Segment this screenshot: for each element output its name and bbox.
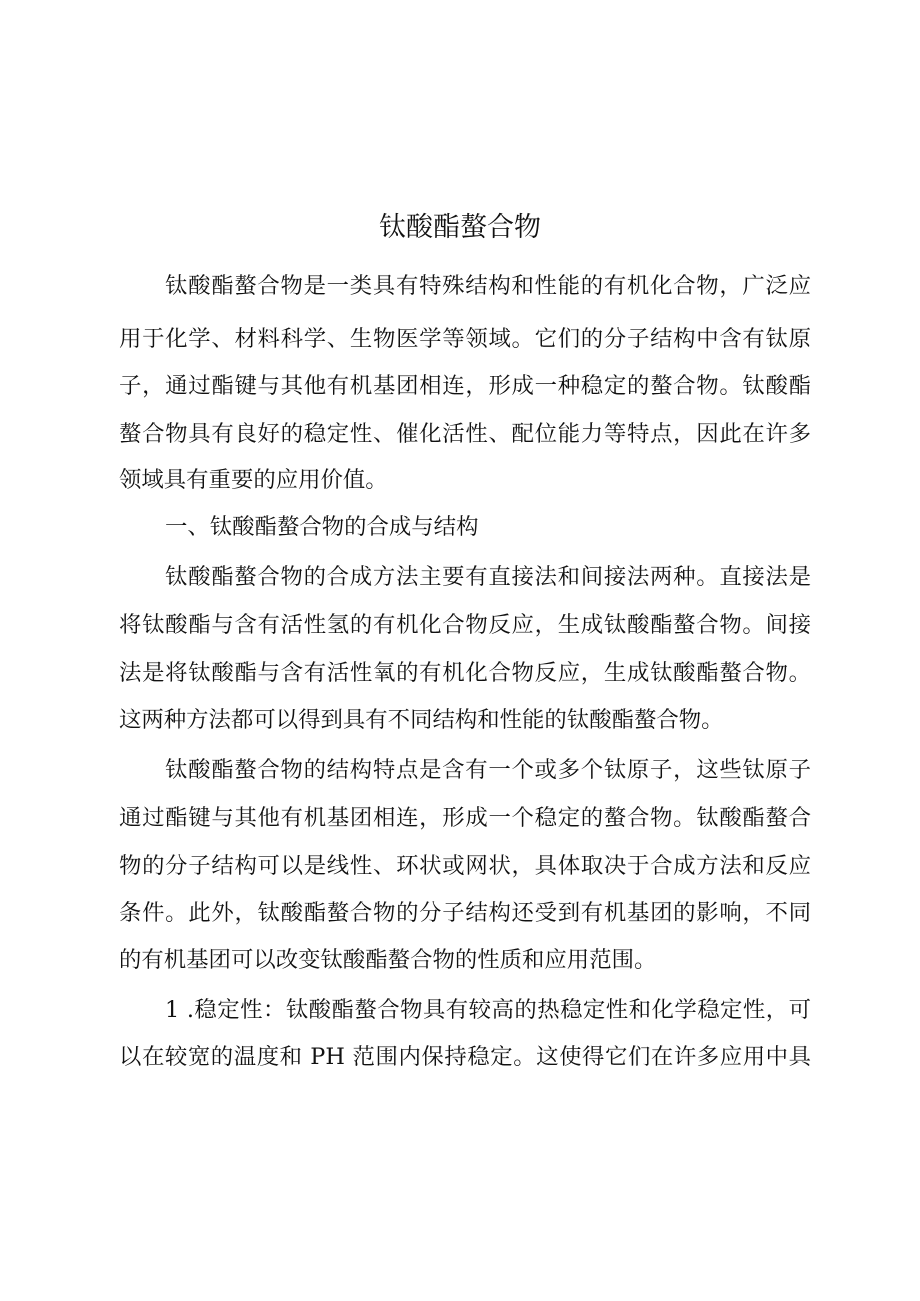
paragraph-line: 通过酯键与其他有机基团相连，形成一个稳定的螯合物。钛酸酯螯合: [119, 805, 811, 831]
paragraph-line: 用于化学、材料科学、生物医学等领域。它们的分子结构中含有钛原: [119, 326, 811, 352]
paragraph-line: 1 .稳定性：钛酸酯螯合物具有较高的热稳定性和化学稳定性，可: [165, 997, 811, 1023]
paragraph-line: 钛酸酯螯合物的结构特点是含有一个或多个钛原子，这些钛原子: [165, 757, 811, 783]
document-title: 钛酸酯螯合物: [379, 212, 541, 243]
paragraph-line: 将钛酸酯与含有活性氢的有机化合物反应，生成钛酸酯螯合物。间接: [119, 612, 811, 638]
paragraph-line: 领域具有重要的应用价值。: [119, 467, 388, 493]
paragraph-line: 条件。此外，钛酸酯螯合物的分子结构还受到有机基团的影响，不同: [119, 900, 811, 926]
paragraph-line: 物的分子结构可以是线性、环状或网状，具体取决于合成方法和反应: [119, 853, 811, 879]
paragraph-line: 钛酸酯螯合物是一类具有特殊结构和性能的有机化合物，广泛应: [165, 273, 811, 299]
paragraph-line: 这两种方法都可以得到具有不同结构和性能的钛酸酯螯合物。: [119, 707, 724, 733]
paragraph-line: 螯合物具有良好的稳定性、催化活性、配位能力等特点，因此在许多: [119, 421, 811, 447]
paragraph-line: 法是将钛酸酯与含有活性氧的有机化合物反应，生成钛酸酯螯合物。: [119, 660, 811, 686]
paragraph-line: 以在较宽的温度和 PH 范围内保持稳定。这使得它们在许多应用中具: [119, 1044, 811, 1070]
paragraph-line: 钛酸酯螯合物的合成方法主要有直接法和间接法两种。直接法是: [165, 564, 811, 590]
section-heading: 一、钛酸酯螯合物的合成与结构: [165, 514, 479, 540]
paragraph-line: 的有机基团可以改变钛酸酯螯合物的性质和应用范围。: [119, 947, 657, 973]
paragraph-line: 子，通过酯键与其他有机基团相连，形成一种稳定的螯合物。钛酸酯: [119, 373, 811, 399]
